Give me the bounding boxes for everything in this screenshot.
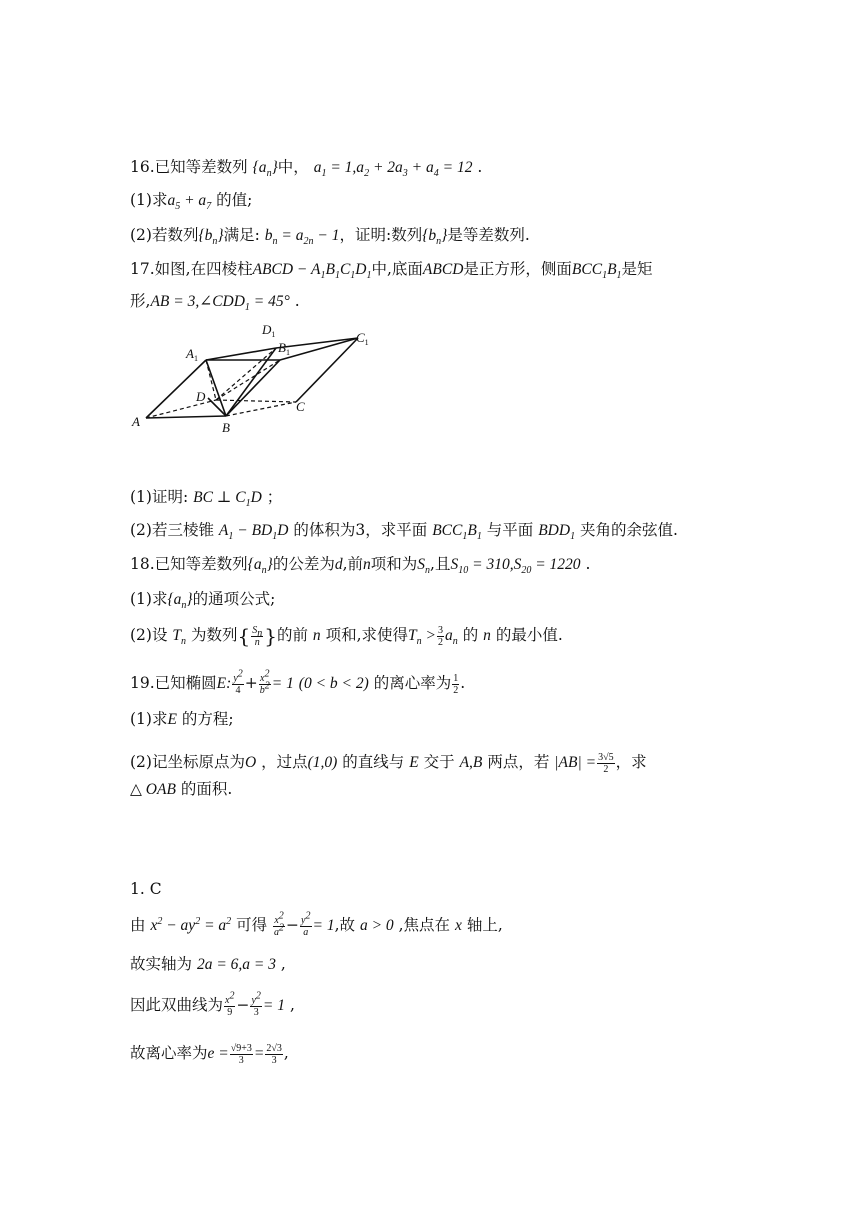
q18-part1: (1)求$\{a_n\}$的通项公式; <box>130 590 276 612</box>
q19-part1: (1)求E 的方程; <box>130 710 234 728</box>
svg-text:B: B <box>222 420 230 435</box>
answer1-heading: 1. C <box>130 880 162 898</box>
svg-text:D1: $D_1$ <box>262 322 276 339</box>
q16-part2: (2)若数列$\{b_n\}$满足: $b_n = a_{2n} - 1$，证明:数列$\{b_n\}$是等差数列. <box>130 226 530 248</box>
q18-part2: (2)设 $T_n$ 为数列{ $\frac{S_n}{n}$ }的前 n 项和,求使得$T_n$ > $\frac{3}{2}$ $a_n$ 的 n 的最小值. <box>130 624 563 648</box>
q16-stem: 16.已知等差数列 $\{a_n\}$中， $a_1 = 1,a_2 + 2a_3 + a_4 = 12$ . <box>130 158 483 180</box>
svg-text:A1: $A_1$ <box>186 346 198 363</box>
q18-stem: 18.已知等差数列$\{a_n\}$的公差为d,前n项和为$S_n$,且$S_{10} = 310,S_{20} = 1220$ . <box>130 555 591 577</box>
svg-text:C: C <box>296 399 305 414</box>
q19-stem: 19.已知椭圆E: $\frac{y^2}{4}$ + $\frac{x^2}{b^2}$ = 1 (0 < b < 2) 的离心率为 $\frac{1}{2}$ . <box>130 668 466 696</box>
q17-part1: (1)证明: BC ⊥ $C_1D$ ； <box>130 488 283 510</box>
q17-part2: (2)若三棱锥 $A_1 - BD_1D$ 的体积为3，求平面 $BCC_1B_1$ 与平面 $BDD_1$ 夹角的余弦值. <box>130 521 678 543</box>
svg-text:B1: $B_1$ <box>278 340 290 357</box>
svg-text:A: A <box>132 414 140 429</box>
q19-part2-line1: (2)记坐标原点为O ，过点(1,0) 的直线与 E 交于 A,B 两点，若 |AB| = $\frac{3√5}{2}$ ，求 <box>130 751 647 775</box>
answer1-line1: 由 $x^2 - ay^2 = a^2$ 可得 $\frac{x^2}{a^2}$ − $\frac{y^2}{a}$ = 1,故 a > 0 ,焦点在 x 轴上, <box>130 910 503 938</box>
answer1-line3: 因此双曲线为 $\frac{x^2}{9}$ − $\frac{y^2}{3}$ = 1 , <box>130 990 295 1018</box>
q17-stem-line1: 17.如图,在四棱柱ABCD − $A_1B_1C_1D_1$中,底面ABCD是正方形，侧面$BCC_1B_1$是矩 <box>130 260 653 282</box>
q17-stem-line2: 形$,AB = 3,\angle CDD_1 = 45^\circ$ . <box>130 292 300 314</box>
svg-text:D: D <box>196 389 206 404</box>
answer1-line2: 故实轴为 2a = 6,a = 3 , <box>130 955 286 973</box>
prism-figure <box>128 318 388 436</box>
svg-text:C1: $C_1$ <box>356 330 369 347</box>
q16-part1: (1)求$a_5 + a_7$ 的值; <box>130 191 253 213</box>
answer1-line4: 故离心率为e = $\frac{√9+3}{3}$ = $\frac{2√3}{3}$ , <box>130 1042 289 1066</box>
q19-part2-line2: △ OAB 的面积. <box>130 780 233 798</box>
